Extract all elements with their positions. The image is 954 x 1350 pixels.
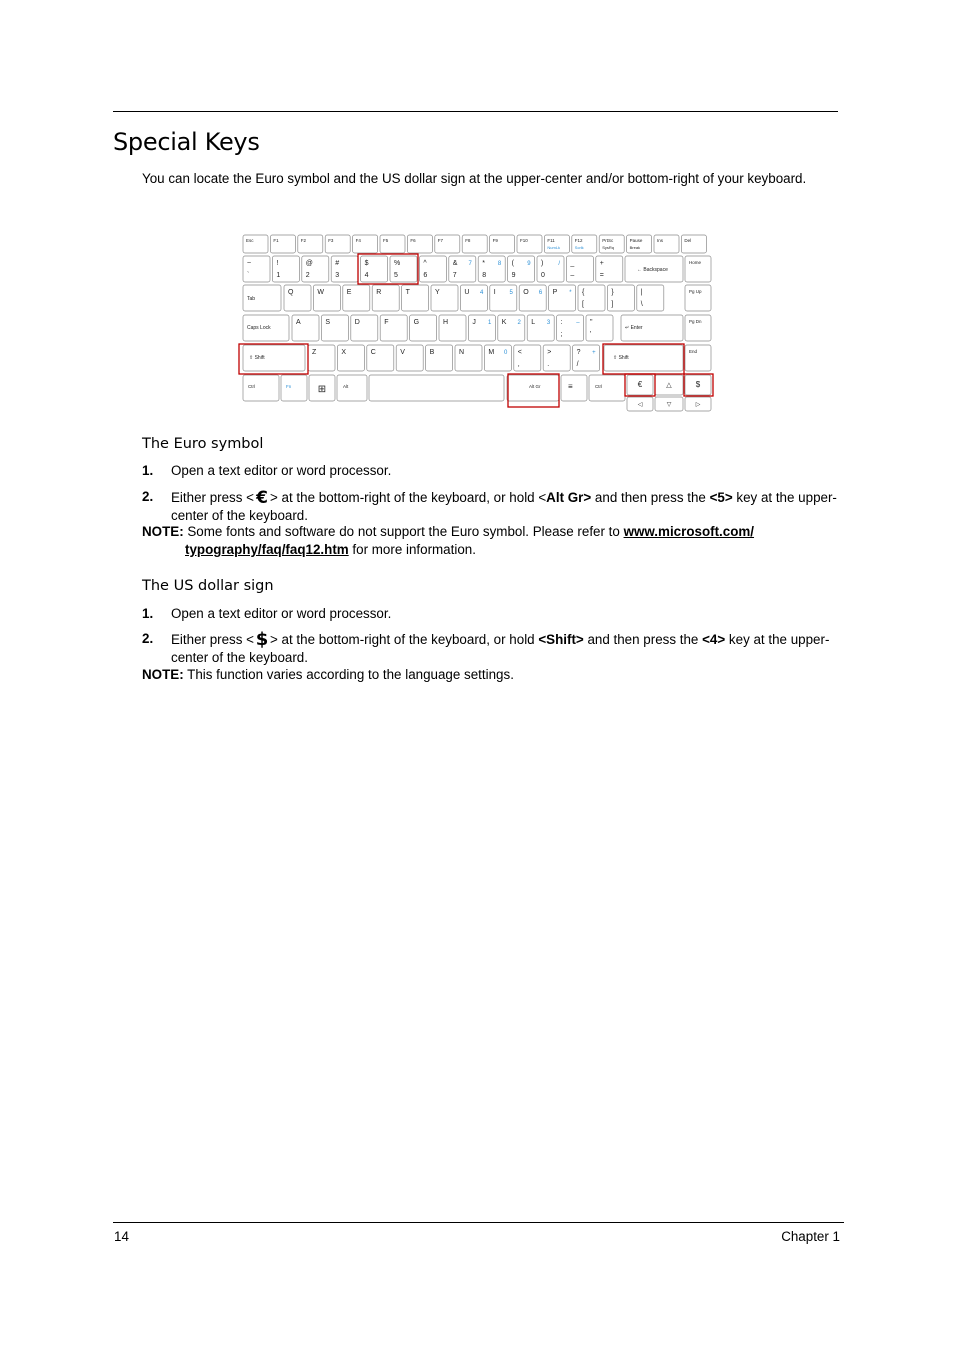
dollar-note: NOTE: This function varies according to the language settings.	[142, 667, 514, 682]
dollar-icon	[254, 630, 270, 648]
arrow-right-icon: ▷	[695, 402, 701, 408]
key-label-f7: F7	[437, 238, 444, 243]
key-upper-11: _	[570, 260, 575, 267]
key-label-shift-left: ⇧ Shift	[249, 355, 265, 361]
key-blue-j: 1	[488, 320, 492, 326]
key-upper-4: $	[364, 260, 369, 267]
key-blue-i: 5	[509, 290, 513, 296]
key-label-s: S	[325, 319, 331, 326]
key-label-f5: F5	[383, 238, 389, 243]
key-lower-5: 5	[394, 272, 398, 279]
microsoft-link[interactable]: www.microsoft.com/	[623, 524, 755, 539]
key-label-home: Home	[689, 260, 702, 265]
key-label-pgdn: Pg Dn	[689, 319, 702, 324]
key-upper-6: ^	[423, 260, 427, 267]
key-upper-9: (	[511, 260, 514, 267]
key-upper-1: !	[276, 260, 279, 267]
page-title: Special Keys	[113, 128, 260, 156]
key-lower-0: `	[247, 272, 250, 279]
key-upper-z1: >	[547, 349, 552, 356]
key-label-dollar: $	[695, 380, 701, 389]
key-label-end: End	[689, 349, 698, 354]
key-label-a: A	[296, 319, 301, 326]
key-label-p: P	[552, 289, 558, 296]
footer-rule	[113, 1222, 844, 1223]
header-rule	[113, 111, 838, 112]
key-blue-7: 7	[468, 261, 472, 267]
key-label-f2: F2	[300, 238, 307, 243]
key-label-f9: F9	[492, 238, 498, 243]
dollar-heading: The US dollar sign	[142, 578, 274, 594]
key-sublabel-prtsc: SysRq	[602, 245, 614, 250]
key-blue-10: /	[558, 261, 560, 267]
key-lower-10: 0	[541, 272, 545, 279]
key-label-f11: F11	[547, 238, 555, 243]
key-blue-m: 0	[504, 350, 508, 356]
key-label-alt-gr: Alt Gr	[529, 384, 541, 389]
key-label-u: U	[464, 289, 470, 296]
key-upper-2: @	[305, 260, 313, 267]
key-label-caps: Caps Lock	[247, 325, 271, 331]
page-number: 14	[114, 1229, 129, 1244]
key-label-l: L	[531, 319, 536, 326]
key-upper-7: &	[452, 260, 458, 267]
key-sublabel-f11: NumLk	[547, 245, 561, 250]
key-upper-p0: :	[560, 319, 563, 326]
key-label-g: G	[413, 319, 420, 326]
key-label-ctrl-right: Ctrl	[595, 384, 602, 389]
key-lower-12: =	[599, 272, 604, 279]
key-upper-b2: |	[640, 289, 643, 296]
key-label-fn: Fn	[286, 384, 292, 389]
key-label-m: M	[488, 349, 495, 356]
arrow-left-icon: ◁	[637, 402, 643, 408]
key-label-esc: Esc	[246, 238, 254, 243]
key-fn	[281, 375, 307, 401]
key-lower-7: 7	[452, 272, 457, 279]
euro-heading: The Euro symbol	[142, 436, 264, 452]
chapter-label: Chapter 1	[781, 1229, 840, 1244]
key-lower-b1: ]	[611, 301, 614, 308]
key-upper-8: *	[482, 260, 485, 267]
key-lower-b2: \	[640, 301, 643, 308]
key-label-z: Z	[312, 349, 317, 356]
key-label-n: N	[459, 349, 465, 356]
windows-icon: ⊞	[317, 384, 327, 395]
key-lower-z2: /	[576, 361, 579, 368]
key-label-shift-right: ⇧ Shift	[613, 355, 629, 361]
key-lower-z1: .	[547, 361, 550, 368]
key-upper-b1: }	[611, 289, 614, 296]
key-sublabel-pause: Break	[629, 245, 641, 250]
key-lower-p1: '	[590, 331, 592, 338]
key-blue-k: 2	[517, 320, 521, 326]
key-blue-u: 4	[480, 290, 484, 296]
key-blue-o: 6	[538, 290, 543, 296]
key-lower-2: 2	[305, 272, 310, 279]
key-label-ctrl-left: Ctrl	[248, 384, 255, 389]
key-label-k: K	[501, 319, 507, 326]
key-label-enter: ↵ Enter	[625, 325, 643, 331]
key-upper-p1: "	[590, 319, 593, 326]
key-label-x: X	[341, 349, 347, 356]
key-lower-9: 9	[511, 272, 516, 279]
key-label-prtsc: PrtSc	[602, 238, 614, 243]
key-upper-5: %	[394, 260, 401, 267]
key-lower-b0: [	[582, 301, 584, 308]
key-space	[369, 375, 504, 401]
key-label-f4: F4	[355, 238, 361, 243]
key-label-y: Y	[435, 289, 440, 296]
key-label-pgup: Pg Up	[689, 289, 702, 294]
key-lower-z0: ,	[517, 361, 520, 368]
euro-icon	[254, 488, 270, 506]
key-upper-0: ~	[247, 260, 252, 267]
key-label-f: F	[384, 319, 389, 326]
key-menu	[561, 375, 587, 401]
key-label-tab: Tab	[247, 296, 256, 302]
key-blue-p: *	[569, 290, 572, 296]
key-blue-l: 3	[546, 320, 551, 326]
key-lower-4: 4	[364, 272, 369, 279]
key-label-f8: F8	[465, 238, 471, 243]
key-upper-b0: {	[582, 289, 585, 296]
key-label-ins: Ins	[657, 238, 664, 243]
key-label-f3: F3	[328, 238, 334, 243]
key-blue-p0: –	[576, 320, 580, 326]
key-label-b: B	[429, 349, 435, 356]
key-lower-1: 1	[276, 272, 281, 279]
key-label-h: H	[443, 319, 449, 326]
key-label-o: O	[523, 289, 529, 296]
key-label-del: Del	[684, 238, 692, 243]
key-label-backspace: ← Backspace	[637, 267, 668, 273]
faq-link[interactable]: typography/faq/faq12.htm	[185, 542, 349, 557]
key-lower-6: 6	[423, 272, 428, 279]
key-label-alt: Alt	[343, 384, 349, 389]
key-label-f1: F1	[273, 238, 279, 243]
key-label-q: Q	[288, 289, 294, 296]
key-blue-z2: +	[592, 350, 596, 356]
key-label-r: R	[376, 289, 382, 296]
arrow-down-icon: ▽	[666, 402, 672, 408]
key-label-c: C	[370, 349, 376, 356]
key-label-v: V	[400, 349, 405, 356]
key-lower-p0: ;	[560, 331, 563, 338]
key-label-e: E	[346, 289, 352, 296]
key-lower-8: 8	[482, 272, 487, 279]
arrow-up-icon: △	[666, 382, 672, 389]
menu-icon: ≡	[568, 382, 573, 391]
key-upper-z0: <	[517, 349, 522, 356]
key-sublabel-f12: Scrlk	[574, 245, 584, 250]
key-lower-3: 3	[335, 272, 340, 279]
keyboard-diagram	[237, 232, 717, 412]
key-upper-3: #	[335, 260, 340, 267]
key-label-d: D	[354, 319, 360, 326]
svg-text:$: $	[255, 630, 269, 648]
key-blue-9: 9	[527, 261, 531, 267]
key-alt	[337, 375, 367, 401]
svg-text:€: €	[256, 488, 268, 506]
key-label-w: W	[317, 289, 325, 296]
key-upper-z2: ?	[576, 349, 581, 356]
key-label-f12: F12	[574, 238, 583, 243]
key-label-pause: Pause	[629, 238, 643, 243]
euro-note: NOTE: Some fonts and software do not support the Euro symbol. Please refer to www.microsoft.com/ typography/faq/faq12.htm for more information.	[142, 524, 755, 557]
key-blue-8: 8	[497, 261, 502, 267]
key-label-f6: F6	[410, 238, 416, 243]
key-upper-12: +	[599, 260, 604, 267]
key-label-j: J	[472, 319, 476, 326]
key-label-i: I	[493, 289, 496, 296]
key-lower-11: –	[570, 272, 575, 279]
key-label-t: T	[405, 289, 410, 296]
key-upper-10: )	[541, 260, 544, 267]
key-label-f10: F10	[520, 238, 528, 243]
key-label-euro: €	[637, 380, 643, 389]
intro-paragraph: You can locate the Euro symbol and the US dollar sign at the upper-center and/or bottom-right of your keyboard.	[142, 171, 807, 186]
